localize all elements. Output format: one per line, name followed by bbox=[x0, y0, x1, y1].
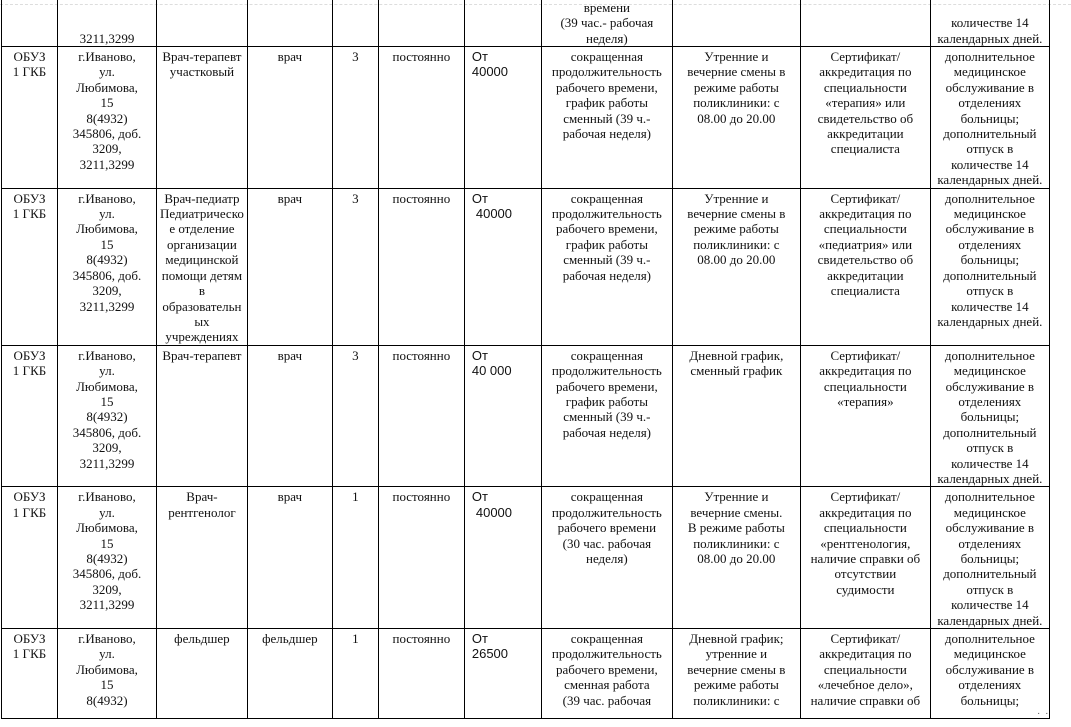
salary-text-line: От bbox=[471, 49, 488, 64]
organization-text-line: ОБУЗ bbox=[13, 49, 46, 64]
benefits-cell bbox=[930, 629, 1049, 719]
employment-type-cell bbox=[378, 0, 464, 47]
benefits-text-line: медицинское bbox=[953, 646, 1026, 662]
benefits-text-line: отделениях bbox=[958, 677, 1022, 693]
schedule-text-line: поликлиники: с bbox=[693, 692, 780, 708]
schedule-text-line: Дневной график; bbox=[689, 631, 784, 647]
benefits-text-line: календарных дней. bbox=[937, 470, 1043, 486]
salary-cell bbox=[464, 47, 541, 189]
schedule-cell bbox=[672, 47, 800, 189]
position-text-line: Врач-терапевт bbox=[162, 49, 242, 64]
address-text-line: ул. bbox=[99, 206, 115, 222]
schedule-text-line: сменный график bbox=[690, 363, 783, 379]
vacancy-count-cell bbox=[332, 345, 378, 487]
requirements-text-line: специальности bbox=[823, 661, 907, 677]
schedule-cell bbox=[672, 0, 800, 47]
work-time-text-line: рабочего времени, bbox=[556, 221, 658, 237]
category-text-line: фельдшер bbox=[262, 631, 318, 647]
requirements-text-line: Сертификат/ bbox=[830, 489, 901, 505]
requirements-text-line: «педиатрия» или bbox=[818, 236, 913, 252]
benefits-text-line: дополнительное bbox=[944, 489, 1035, 505]
employment-type-cell bbox=[378, 345, 464, 487]
requirements-cell bbox=[800, 0, 930, 47]
vacancy-count-cell bbox=[332, 47, 378, 189]
position-cell bbox=[157, 47, 248, 189]
requirements-text-line: Сертификат/ bbox=[830, 190, 901, 206]
address-cell bbox=[58, 345, 157, 487]
requirements-text-line: «терапия» или bbox=[825, 95, 906, 111]
benefits-text-line: больницы; bbox=[960, 692, 1020, 708]
address-text-line: Любимова, bbox=[76, 221, 138, 237]
benefits-text-line: дополнительный bbox=[943, 424, 1037, 440]
schedule-text-line: вечерние смены в bbox=[687, 64, 786, 80]
benefits-text-line: дополнительный bbox=[943, 126, 1037, 142]
work-time-text-line: рабочего времени bbox=[557, 520, 657, 536]
benefits-text-line: обслуживание в bbox=[945, 79, 1035, 95]
work-time-text-line: продолжительность bbox=[551, 504, 662, 520]
address-text-line: ул. bbox=[99, 504, 115, 520]
category-cell bbox=[247, 0, 332, 47]
benefits-text-line: календарных дней. bbox=[937, 313, 1043, 329]
schedule-text-line: вечерние смены в bbox=[687, 661, 786, 677]
table-row bbox=[2, 487, 1050, 629]
benefits-text-line: отделениях bbox=[958, 95, 1022, 111]
work-time-text-line: график работы bbox=[565, 393, 648, 409]
schedule-text-line: режиме работы bbox=[693, 221, 779, 237]
organization-text-line: ОБУЗ bbox=[13, 631, 46, 647]
employment-type-text-line: постоянно bbox=[392, 489, 451, 505]
organization-cell bbox=[2, 47, 58, 189]
schedule-cell bbox=[672, 345, 800, 487]
benefits-cell bbox=[930, 188, 1049, 345]
schedule-text-line: вечерние смены. bbox=[690, 504, 783, 520]
vacancy-count-text-line: 1 bbox=[352, 489, 359, 505]
address-text-line: г.Иваново, bbox=[78, 190, 136, 206]
benefits-text-line: дополнительное bbox=[944, 49, 1035, 64]
benefits-text-line: календарных дней. bbox=[937, 172, 1043, 188]
requirements-text-line: судимости bbox=[836, 581, 895, 597]
schedule-text-line: утренние и bbox=[705, 646, 768, 662]
benefits-text-line: количестве 14 bbox=[951, 455, 1029, 471]
organization-text-line: 1 ГКБ bbox=[12, 504, 47, 520]
work-time-text-line: сменная работа bbox=[564, 677, 650, 693]
work-time-text-line: сменный (39 ч.- bbox=[563, 409, 651, 425]
address-cell bbox=[58, 0, 157, 47]
requirements-text-line: Сертификат/ bbox=[830, 631, 901, 647]
category-text-line: врач bbox=[277, 489, 303, 505]
work-time-text-line: продолжительность bbox=[551, 646, 662, 662]
address-text-line: 345806, доб. bbox=[72, 126, 142, 142]
category-cell bbox=[247, 345, 332, 487]
vacancy-count-cell bbox=[332, 487, 378, 629]
address-text-line: г.Иваново, bbox=[78, 489, 136, 505]
vacancy-count-text-line: 3 bbox=[352, 49, 359, 64]
requirements-text-line: «терапия» bbox=[837, 393, 894, 409]
position-text-line: Врач-терапевт bbox=[162, 347, 242, 363]
address-text-line: Любимова, bbox=[76, 79, 138, 95]
benefits-cell bbox=[930, 345, 1049, 487]
table-row bbox=[2, 629, 1050, 719]
schedule-text-line: режиме работы bbox=[693, 79, 779, 95]
vacancy-count-text-line: 3 bbox=[352, 190, 359, 206]
category-text-line: врач bbox=[277, 347, 303, 363]
schedule-text-line: вечерние смены в bbox=[687, 206, 786, 222]
salary-text-line: 40000 bbox=[475, 504, 513, 520]
benefits-text-line: обслуживание в bbox=[945, 221, 1035, 237]
address-text-line: 3209, bbox=[92, 581, 122, 597]
work-time-cell bbox=[541, 629, 672, 719]
schedule-text-line: Утренние и bbox=[704, 190, 769, 206]
organization-text-line: 1 ГКБ bbox=[12, 64, 47, 80]
address-text-line: Любимова, bbox=[76, 520, 138, 536]
employment-type-text-line: постоянно bbox=[392, 347, 451, 363]
position-text-line: фельдшер bbox=[174, 631, 230, 647]
work-time-text-line: сокращенная bbox=[570, 347, 644, 363]
address-text-line: 15 bbox=[100, 393, 114, 409]
requirements-text-line: аккредитация по bbox=[819, 363, 912, 379]
work-time-text-line: рабочая неделя) bbox=[562, 424, 652, 440]
schedule-cell bbox=[672, 487, 800, 629]
requirements-text-line: аккредитация по bbox=[819, 646, 912, 662]
benefits-text-line: медицинское bbox=[953, 504, 1026, 520]
benefits-text-line: количестве 14 bbox=[951, 15, 1029, 31]
position-text-line: ых bbox=[194, 313, 210, 329]
category-text-line: врач bbox=[277, 190, 303, 206]
employment-type-cell bbox=[378, 188, 464, 345]
requirements-text-line: специалиста bbox=[830, 283, 900, 299]
address-text-line: 8(4932) bbox=[86, 551, 128, 566]
work-time-text-line: (30 час. рабочая bbox=[562, 535, 652, 551]
employment-type-text-line: постоянно bbox=[392, 190, 451, 206]
benefits-text-line: отпуск в bbox=[966, 440, 1014, 456]
employment-type-text-line: постоянно bbox=[392, 49, 451, 64]
requirements-text-line: Сертификат/ bbox=[830, 49, 901, 64]
benefits-text-line: дополнительный bbox=[943, 267, 1037, 283]
benefits-cell bbox=[930, 487, 1049, 629]
employment-type-cell bbox=[378, 487, 464, 629]
schedule-text-line: поликлиники: с bbox=[693, 535, 780, 551]
address-text-line: 8(4932) bbox=[86, 252, 128, 268]
benefits-text-line: больницы; bbox=[960, 110, 1020, 126]
employment-type-cell bbox=[378, 47, 464, 189]
address-cell bbox=[58, 629, 157, 719]
position-text-line: Педиатрическо bbox=[160, 206, 244, 222]
address-text-line: 3209, bbox=[92, 141, 122, 157]
schedule-cell bbox=[672, 629, 800, 719]
vacancy-table bbox=[1, 0, 1050, 719]
work-time-cell bbox=[541, 487, 672, 629]
address-text-line: ул. bbox=[99, 64, 115, 80]
schedule-text-line: В режиме работы bbox=[687, 520, 785, 536]
work-time-text-line: неделя) bbox=[585, 30, 628, 46]
schedule-text-line: поликлиники: с bbox=[693, 95, 780, 111]
organization-cell bbox=[2, 345, 58, 487]
position-cell bbox=[157, 188, 248, 345]
work-time-text-line: продолжительность bbox=[551, 64, 662, 80]
category-cell bbox=[247, 47, 332, 189]
requirements-text-line: «рентгенология, bbox=[820, 535, 911, 551]
benefits-text-line: больницы; bbox=[960, 252, 1020, 268]
requirements-text-line: специалиста bbox=[830, 141, 900, 157]
organization-text-line: ОБУЗ bbox=[13, 190, 46, 206]
benefits-text-line: больницы; bbox=[960, 409, 1020, 425]
address-cell bbox=[58, 487, 157, 629]
requirements-text-line: аккредитации bbox=[827, 126, 904, 142]
requirements-text-line: свидетельство об bbox=[817, 110, 914, 126]
work-time-text-line: сменный (39 ч.- bbox=[563, 110, 651, 126]
category-cell bbox=[247, 487, 332, 629]
requirements-text-line: аккредитация по bbox=[819, 206, 912, 222]
requirements-cell bbox=[800, 188, 930, 345]
address-text-line: 3211,3299 bbox=[79, 30, 135, 46]
schedule-text-line: режиме работы bbox=[693, 677, 779, 693]
work-time-text-line: рабочая неделя) bbox=[562, 267, 652, 283]
organization-cell bbox=[2, 487, 58, 629]
benefits-text-line: медицинское bbox=[953, 206, 1026, 222]
requirements-text-line: специальности bbox=[823, 520, 907, 536]
requirements-text-line: специальности bbox=[823, 221, 907, 237]
benefits-text-line: отпуск в bbox=[966, 283, 1014, 299]
salary-text-line: От bbox=[471, 190, 488, 206]
work-time-text-line: график работы bbox=[565, 95, 648, 111]
address-text-line: 15 bbox=[100, 535, 114, 551]
salary-text-line: 40000 bbox=[475, 206, 513, 222]
salary-text-line: От bbox=[471, 631, 488, 647]
address-text-line: 3209, bbox=[92, 440, 122, 456]
organization-text-line: ОБУЗ bbox=[13, 489, 46, 505]
organization-text-line: 1 ГКБ bbox=[12, 646, 47, 662]
work-time-cell bbox=[541, 0, 672, 47]
work-time-cell bbox=[541, 345, 672, 487]
organization-text-line: ОБУЗ bbox=[13, 347, 46, 363]
page-corner-mark: · · bbox=[1037, 708, 1050, 719]
schedule-cell bbox=[672, 188, 800, 345]
vacancy-count-text-line: 3 bbox=[352, 347, 359, 363]
organization-cell bbox=[2, 188, 58, 345]
benefits-text-line: количестве 14 bbox=[951, 156, 1029, 172]
position-text-line: в bbox=[198, 283, 205, 299]
benefits-text-line: количестве 14 bbox=[951, 597, 1029, 613]
work-time-text-line: рабочего времени, bbox=[556, 378, 658, 394]
requirements-text-line: аккредитации bbox=[827, 267, 904, 283]
address-text-line: 345806, доб. bbox=[72, 566, 142, 582]
benefits-text-line: обслуживание в bbox=[945, 378, 1035, 394]
position-text-line: Врач-педиатр bbox=[164, 190, 240, 206]
benefits-text-line: медицинское bbox=[953, 363, 1026, 379]
work-time-text-line: времени bbox=[583, 0, 631, 15]
position-cell bbox=[157, 629, 248, 719]
schedule-text-line: 08.00 до 20.00 bbox=[697, 551, 776, 566]
benefits-text-line: дополнительный bbox=[943, 566, 1037, 582]
table-row bbox=[2, 188, 1050, 345]
requirements-text-line: наличие справки об bbox=[810, 692, 921, 708]
address-text-line: 8(4932) bbox=[86, 110, 128, 126]
address-text-line: Любимова, bbox=[76, 661, 138, 677]
work-time-text-line: сокращенная bbox=[570, 489, 644, 505]
employment-type-text-line: постоянно bbox=[392, 631, 451, 647]
schedule-text-line: Дневной график, bbox=[689, 347, 784, 363]
position-text-line: Врач- bbox=[186, 489, 218, 505]
benefits-text-line: дополнительное bbox=[944, 347, 1035, 363]
benefits-text-line: количестве 14 bbox=[951, 298, 1029, 314]
category-cell bbox=[247, 629, 332, 719]
address-text-line: 15 bbox=[100, 677, 114, 693]
position-text-line: помощи детям bbox=[161, 267, 243, 283]
work-time-text-line: неделя) bbox=[585, 551, 628, 566]
salary-cell bbox=[464, 629, 541, 719]
requirements-text-line: аккредитация по bbox=[819, 504, 912, 520]
position-text-line: рентгенолог bbox=[168, 504, 236, 520]
schedule-text-line: 08.00 до 20.00 bbox=[697, 252, 776, 268]
address-text-line: 3211,3299 bbox=[79, 298, 135, 314]
work-time-text-line: график работы bbox=[565, 236, 648, 252]
organization-text-line: 1 ГКБ bbox=[12, 363, 47, 379]
salary-cell bbox=[464, 188, 541, 345]
organization-cell bbox=[2, 629, 58, 719]
table-row bbox=[2, 0, 1050, 47]
schedule-text-line: Утренние и bbox=[704, 489, 769, 505]
salary-text-line: 40000 bbox=[471, 64, 509, 80]
salary-text-line: 40 000 bbox=[471, 363, 512, 379]
work-time-cell bbox=[541, 188, 672, 345]
salary-cell bbox=[464, 345, 541, 487]
work-time-text-line: продолжительность bbox=[551, 363, 662, 379]
requirements-text-line: отсутствии bbox=[834, 566, 897, 582]
requirements-cell bbox=[800, 629, 930, 719]
benefits-text-line: медицинское bbox=[953, 64, 1026, 80]
requirements-text-line: специальности bbox=[823, 378, 907, 394]
work-time-text-line: сменный (39 ч.- bbox=[563, 252, 651, 268]
benefits-text-line: дополнительное bbox=[944, 190, 1035, 206]
position-cell bbox=[157, 0, 248, 47]
work-time-text-line: рабочая неделя) bbox=[562, 126, 652, 142]
address-text-line: 3211,3299 bbox=[79, 455, 135, 471]
address-text-line: 3209, bbox=[92, 283, 122, 299]
salary-text-line: 26500 bbox=[471, 646, 509, 662]
address-text-line: 8(4932) bbox=[86, 409, 128, 425]
position-cell bbox=[157, 487, 248, 629]
address-text-line: 3211,3299 bbox=[79, 156, 135, 172]
address-text-line: 8(4932) bbox=[86, 692, 128, 708]
position-text-line: учреждениях bbox=[165, 329, 239, 345]
table-row bbox=[2, 47, 1050, 189]
work-time-text-line: (39 час.- рабочая bbox=[560, 15, 654, 31]
address-text-line: 3211,3299 bbox=[79, 597, 135, 613]
salary-text-line: От bbox=[471, 489, 488, 505]
benefits-text-line: отделениях bbox=[958, 236, 1022, 252]
position-cell bbox=[157, 345, 248, 487]
schedule-text-line: 08.00 до 20.00 bbox=[697, 110, 776, 126]
work-time-text-line: продолжительность bbox=[551, 206, 662, 222]
address-text-line: г.Иваново, bbox=[78, 631, 136, 647]
requirements-text-line: специальности bbox=[823, 79, 907, 95]
benefits-text-line: обслуживание в bbox=[945, 520, 1035, 536]
schedule-text-line: Утренние и bbox=[704, 49, 769, 64]
organization-cell bbox=[2, 0, 58, 47]
address-text-line: 345806, доб. bbox=[72, 424, 142, 440]
work-time-text-line: сокращенная bbox=[570, 49, 644, 64]
work-time-text-line: рабочего времени, bbox=[556, 661, 658, 677]
address-text-line: 15 bbox=[100, 95, 114, 111]
table-row bbox=[2, 345, 1050, 487]
requirements-text-line: аккредитация по bbox=[819, 64, 912, 80]
salary-cell bbox=[464, 487, 541, 629]
position-text-line: медицинской bbox=[165, 252, 239, 268]
vacancy-count-cell bbox=[332, 629, 378, 719]
address-text-line: г.Иваново, bbox=[78, 49, 136, 64]
position-text-line: организации bbox=[167, 236, 237, 252]
requirements-text-line: свидетельство об bbox=[817, 252, 914, 268]
address-text-line: 15 bbox=[100, 236, 114, 252]
employment-type-cell bbox=[378, 629, 464, 719]
requirements-text-line: «лечебное дело», bbox=[817, 677, 913, 693]
schedule-text-line: поликлиники: с bbox=[693, 236, 780, 252]
address-cell bbox=[58, 188, 157, 345]
benefits-text-line: больницы; bbox=[960, 551, 1020, 566]
category-cell bbox=[247, 188, 332, 345]
address-text-line: 345806, доб. bbox=[72, 267, 142, 283]
benefits-text-line: календарных дней. bbox=[937, 30, 1043, 46]
address-text-line: ул. bbox=[99, 363, 115, 379]
requirements-text-line: наличие справки об bbox=[810, 551, 921, 566]
work-time-text-line: сокращенная bbox=[570, 190, 644, 206]
address-text-line: ул. bbox=[99, 646, 115, 662]
work-time-text-line: (39 час. рабочая bbox=[562, 692, 652, 708]
salary-cell bbox=[464, 0, 541, 47]
salary-text-line: От bbox=[471, 347, 488, 363]
benefits-text-line: дополнительное bbox=[944, 631, 1035, 647]
benefits-cell bbox=[930, 47, 1049, 189]
benefits-cell bbox=[930, 0, 1049, 47]
benefits-text-line: отделениях bbox=[958, 393, 1022, 409]
benefits-text-line: календарных дней. bbox=[937, 612, 1043, 628]
category-text-line: врач bbox=[277, 49, 303, 64]
position-text-line: участковый bbox=[169, 64, 235, 80]
vacancy-count-cell bbox=[332, 188, 378, 345]
requirements-text-line: Сертификат/ bbox=[830, 347, 901, 363]
requirements-cell bbox=[800, 47, 930, 189]
address-text-line: Любимова, bbox=[76, 378, 138, 394]
position-text-line: образовательн bbox=[162, 298, 242, 314]
work-time-text-line: сокращенная bbox=[570, 631, 644, 647]
benefits-text-line: отпуск в bbox=[966, 141, 1014, 157]
benefits-text-line: обслуживание в bbox=[945, 661, 1035, 677]
address-cell bbox=[58, 47, 157, 189]
vacancy-count-text-line: 1 bbox=[352, 631, 359, 647]
address-text-line: г.Иваново, bbox=[78, 347, 136, 363]
requirements-cell bbox=[800, 345, 930, 487]
benefits-text-line: отделениях bbox=[958, 535, 1022, 551]
organization-text-line: 1 ГКБ bbox=[12, 206, 47, 222]
work-time-cell bbox=[541, 47, 672, 189]
position-text-line: е отделение bbox=[169, 221, 235, 237]
vacancy-count-cell bbox=[332, 0, 378, 47]
work-time-text-line: рабочего времени, bbox=[556, 79, 658, 95]
benefits-text-line: отпуск в bbox=[966, 581, 1014, 597]
requirements-cell bbox=[800, 487, 930, 629]
